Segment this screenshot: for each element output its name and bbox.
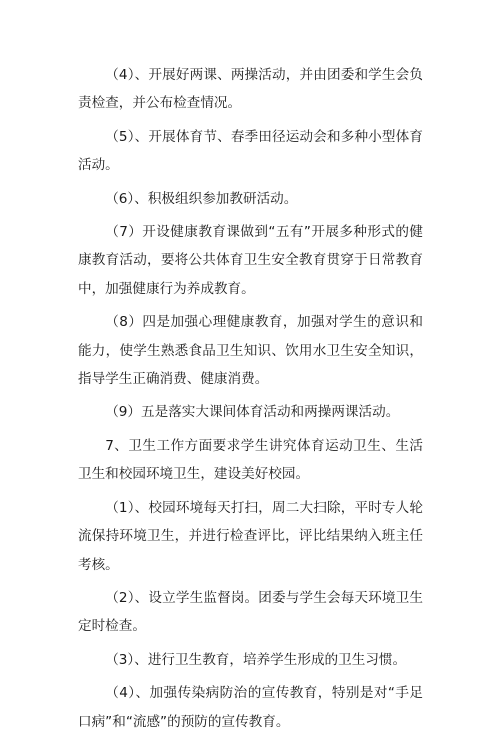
- paragraph-10: （3）、进行卫生教育，培养学生形成的卫生习惯。: [105, 651, 407, 668]
- paragraph-5: （8）四是加强心理健康教育，加强对学生的意识和能力，使学生熟悉食品卫生知识、饮用水卫生安全知识，指导学生正确消费、健康消费。: [78, 314, 423, 388]
- paragraph-4: （7）开设健康教育课做到“五有”开展多种形式的健康教育活动，要将公共体育卫生安全教育贯穿于日常教育中，加强健康行为养成教育。: [78, 224, 423, 297]
- paragraph-7: 7、卫生工作方面要求学生讲究体育运动卫生、生活卫生和校园环境卫生，建设美好校园。: [78, 437, 423, 483]
- paragraph-9: （2）、设立学生监督岗。团委与学生会每天环境卫生定时检查。: [78, 589, 423, 635]
- paragraph-2: （5）、开展体育节、春季田径运动会和多种小型体育活动。: [78, 128, 423, 174]
- document-body: [78, 61, 423, 741]
- paragraph-1: （4）、开展好两课、两操活动，并由团委和学生会负责检查，并公布检查情况。: [78, 67, 423, 112]
- paragraph-11: （4）、加强传染病防治的宣传教育，特别是对“手足口病”和“流感”的预防的宣传教育。: [78, 685, 423, 730]
- paragraph-6: （9）五是落实大课间体育活动和两操两课活动。: [105, 404, 400, 421]
- paragraph-3: （6）、积极组织参加教研活动。: [105, 190, 298, 207]
- paragraph-8: （1）、校园环境每天打扫，周二大扫除，平时专人轮流保持环境卫生，并进行检查评比，评比结果纳入班主任考核。: [78, 499, 423, 573]
